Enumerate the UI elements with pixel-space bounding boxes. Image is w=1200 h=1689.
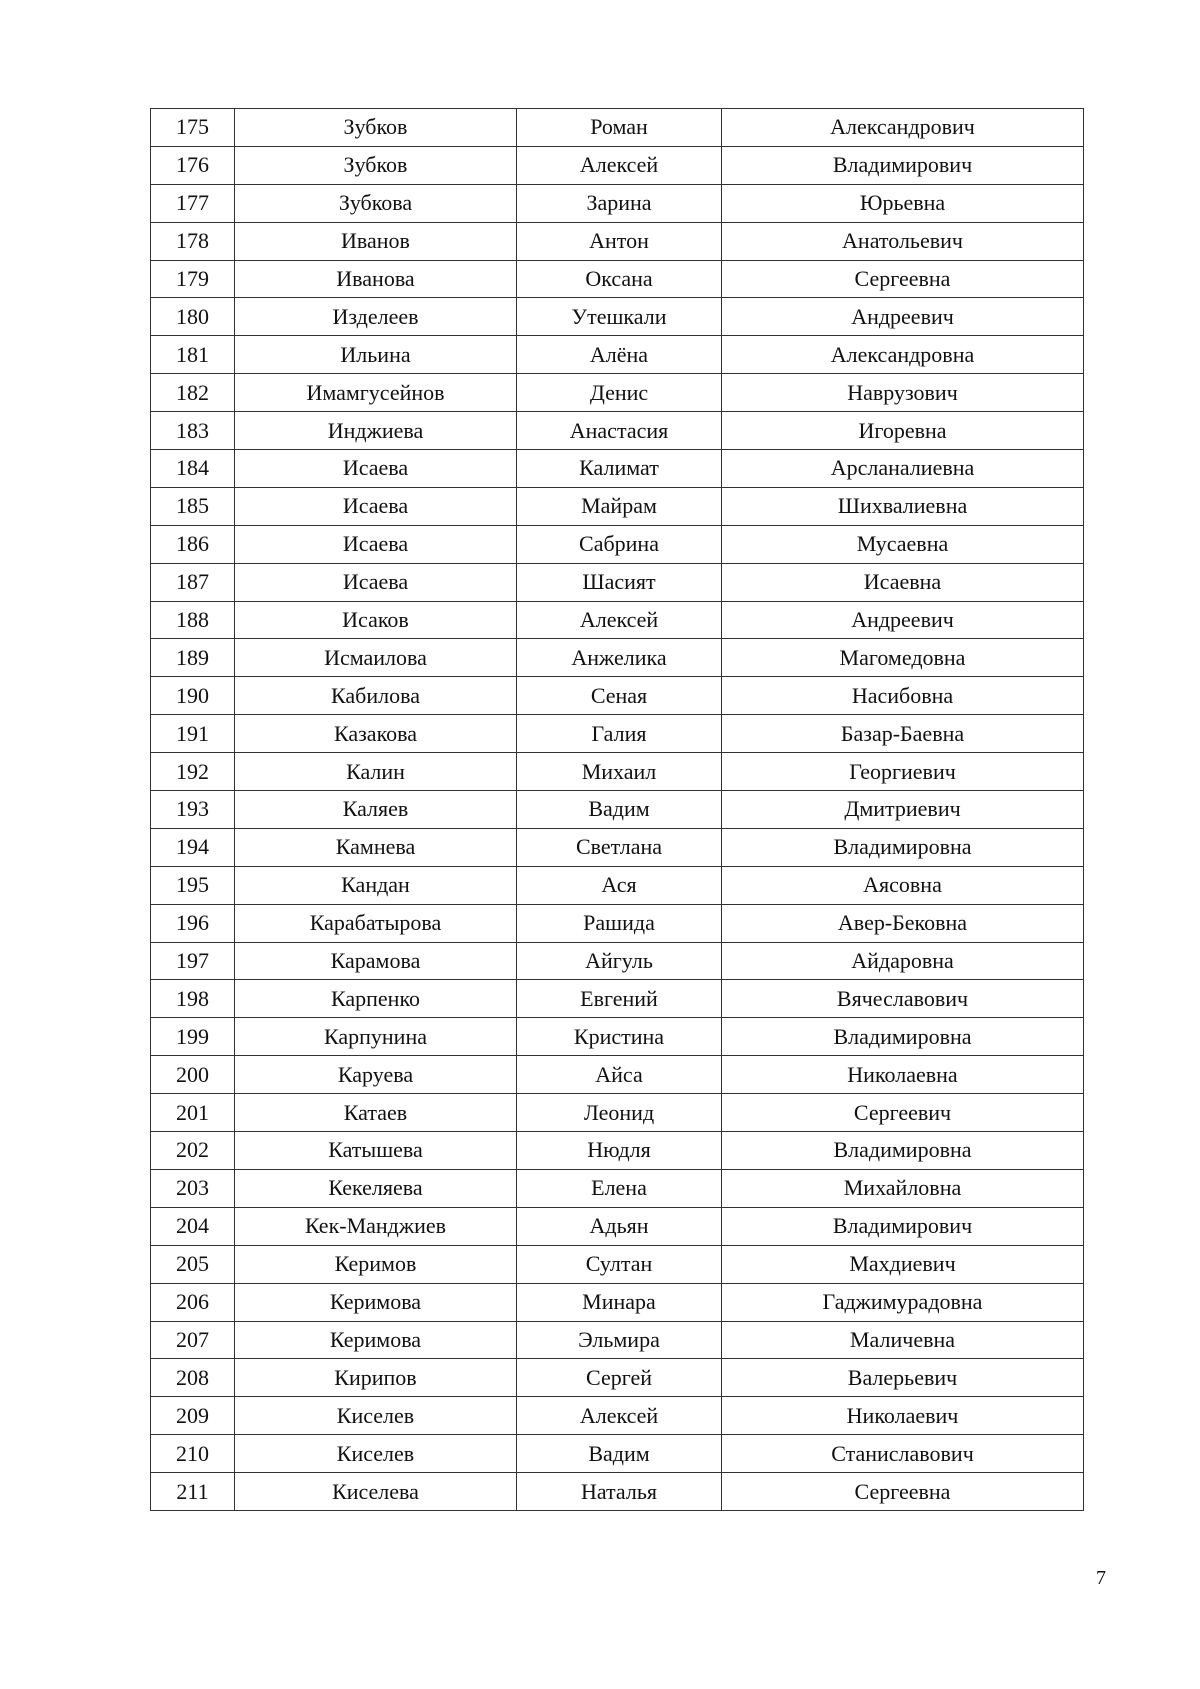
row-number-cell: 207 xyxy=(151,1321,235,1359)
last-name-cell: Исаева xyxy=(235,525,517,563)
patronymic-cell: Вячеславович xyxy=(722,980,1084,1018)
first-name-cell: Алёна xyxy=(517,336,722,374)
last-name-cell: Карабатырова xyxy=(235,904,517,942)
patronymic-cell: Валерьевич xyxy=(722,1359,1084,1397)
patronymic-cell: Магомедовна xyxy=(722,639,1084,677)
table-row xyxy=(151,336,1084,374)
patronymic-cell: Николаевна xyxy=(722,1056,1084,1094)
last-name-cell: Карамова xyxy=(235,942,517,980)
patronymic-cell: Авер-Бековна xyxy=(722,904,1084,942)
first-name-cell: Сабрина xyxy=(517,525,722,563)
table-row xyxy=(151,450,1084,488)
table-row xyxy=(151,563,1084,601)
last-name-cell: Исмаилова xyxy=(235,639,517,677)
row-number-cell: 189 xyxy=(151,639,235,677)
patronymic-cell: Аясовна xyxy=(722,866,1084,904)
last-name-cell: Киселев xyxy=(235,1397,517,1435)
row-number-cell: 191 xyxy=(151,715,235,753)
last-name-cell: Киселева xyxy=(235,1473,517,1511)
last-name-cell: Ильина xyxy=(235,336,517,374)
row-number-cell: 205 xyxy=(151,1245,235,1283)
row-number-cell: 184 xyxy=(151,450,235,488)
row-number-cell: 183 xyxy=(151,412,235,450)
first-name-cell: Анжелика xyxy=(517,639,722,677)
table-row xyxy=(151,146,1084,184)
first-name-cell: Галия xyxy=(517,715,722,753)
first-name-cell: Айса xyxy=(517,1056,722,1094)
patronymic-cell: Маличевна xyxy=(722,1321,1084,1359)
table-row xyxy=(151,791,1084,829)
last-name-cell: Кандан xyxy=(235,866,517,904)
last-name-cell: Исаева xyxy=(235,563,517,601)
row-number-cell: 203 xyxy=(151,1169,235,1207)
row-number-cell: 202 xyxy=(151,1132,235,1170)
patronymic-cell: Шихвалиевна xyxy=(722,487,1084,525)
row-number-cell: 176 xyxy=(151,146,235,184)
table-row xyxy=(151,525,1084,563)
first-name-cell: Шасият xyxy=(517,563,722,601)
row-number-cell: 178 xyxy=(151,222,235,260)
row-number-cell: 186 xyxy=(151,525,235,563)
last-name-cell: Кабилова xyxy=(235,677,517,715)
patronymic-cell: Владимирович xyxy=(722,146,1084,184)
first-name-cell: Елена xyxy=(517,1169,722,1207)
first-name-cell: Михаил xyxy=(517,753,722,791)
table-row xyxy=(151,828,1084,866)
row-number-cell: 204 xyxy=(151,1207,235,1245)
first-name-cell: Ася xyxy=(517,866,722,904)
table-row xyxy=(151,866,1084,904)
table-row xyxy=(151,942,1084,980)
first-name-cell: Евгений xyxy=(517,980,722,1018)
first-name-cell: Минара xyxy=(517,1283,722,1321)
table-row xyxy=(151,1094,1084,1132)
patronymic-cell: Станиславович xyxy=(722,1435,1084,1473)
last-name-cell: Карпенко xyxy=(235,980,517,1018)
patronymic-cell: Анатольевич xyxy=(722,222,1084,260)
table-row xyxy=(151,1056,1084,1094)
patronymic-cell: Михайловна xyxy=(722,1169,1084,1207)
table-row xyxy=(151,412,1084,450)
table-row xyxy=(151,1132,1084,1170)
first-name-cell: Роман xyxy=(517,109,722,147)
patronymic-cell: Владимирович xyxy=(722,1207,1084,1245)
patronymic-cell: Махдиевич xyxy=(722,1245,1084,1283)
row-number-cell: 194 xyxy=(151,828,235,866)
first-name-cell: Антон xyxy=(517,222,722,260)
first-name-cell: Анастасия xyxy=(517,412,722,450)
row-number-cell: 201 xyxy=(151,1094,235,1132)
table-row xyxy=(151,980,1084,1018)
table-row xyxy=(151,184,1084,222)
table-row xyxy=(151,1245,1084,1283)
first-name-cell: Алексей xyxy=(517,146,722,184)
last-name-cell: Инджиева xyxy=(235,412,517,450)
row-number-cell: 206 xyxy=(151,1283,235,1321)
page-number: 7 xyxy=(1096,1567,1106,1589)
names-table-body xyxy=(151,109,1084,1511)
last-name-cell: Иванова xyxy=(235,260,517,298)
first-name-cell: Калимат xyxy=(517,450,722,488)
row-number-cell: 187 xyxy=(151,563,235,601)
last-name-cell: Кек-Манджиев xyxy=(235,1207,517,1245)
patronymic-cell: Юрьевна xyxy=(722,184,1084,222)
first-name-cell: Айгуль xyxy=(517,942,722,980)
row-number-cell: 210 xyxy=(151,1435,235,1473)
last-name-cell: Камнева xyxy=(235,828,517,866)
last-name-cell: Изделеев xyxy=(235,298,517,336)
row-number-cell: 197 xyxy=(151,942,235,980)
last-name-cell: Керимова xyxy=(235,1321,517,1359)
row-number-cell: 177 xyxy=(151,184,235,222)
last-name-cell: Исаева xyxy=(235,450,517,488)
patronymic-cell: Мусаевна xyxy=(722,525,1084,563)
row-number-cell: 208 xyxy=(151,1359,235,1397)
table-row xyxy=(151,715,1084,753)
row-number-cell: 199 xyxy=(151,1018,235,1056)
first-name-cell: Светлана xyxy=(517,828,722,866)
table-row xyxy=(151,639,1084,677)
first-name-cell: Сергей xyxy=(517,1359,722,1397)
first-name-cell: Кристина xyxy=(517,1018,722,1056)
first-name-cell: Наталья xyxy=(517,1473,722,1511)
patronymic-cell: Базар-Баевна xyxy=(722,715,1084,753)
table-row xyxy=(151,1207,1084,1245)
table-row xyxy=(151,487,1084,525)
last-name-cell: Зубков xyxy=(235,146,517,184)
last-name-cell: Катышева xyxy=(235,1132,517,1170)
patronymic-cell: Сергеевна xyxy=(722,1473,1084,1511)
patronymic-cell: Георгиевич xyxy=(722,753,1084,791)
row-number-cell: 185 xyxy=(151,487,235,525)
table-row xyxy=(151,374,1084,412)
patronymic-cell: Дмитриевич xyxy=(722,791,1084,829)
table-row xyxy=(151,753,1084,791)
row-number-cell: 198 xyxy=(151,980,235,1018)
patronymic-cell: Владимировна xyxy=(722,1132,1084,1170)
row-number-cell: 193 xyxy=(151,791,235,829)
row-number-cell: 200 xyxy=(151,1056,235,1094)
table-row xyxy=(151,904,1084,942)
row-number-cell: 179 xyxy=(151,260,235,298)
first-name-cell: Рашида xyxy=(517,904,722,942)
patronymic-cell: Наврузович xyxy=(722,374,1084,412)
patronymic-cell: Николаевич xyxy=(722,1397,1084,1435)
patronymic-cell: Андреевич xyxy=(722,298,1084,336)
first-name-cell: Алексей xyxy=(517,1397,722,1435)
last-name-cell: Исаков xyxy=(235,601,517,639)
table-row xyxy=(151,1359,1084,1397)
first-name-cell: Сеная xyxy=(517,677,722,715)
table-row xyxy=(151,1397,1084,1435)
first-name-cell: Вадим xyxy=(517,1435,722,1473)
table-row xyxy=(151,298,1084,336)
row-number-cell: 181 xyxy=(151,336,235,374)
row-number-cell: 190 xyxy=(151,677,235,715)
row-number-cell: 192 xyxy=(151,753,235,791)
first-name-cell: Султан xyxy=(517,1245,722,1283)
first-name-cell: Оксана xyxy=(517,260,722,298)
patronymic-cell: Сергеевна xyxy=(722,260,1084,298)
patronymic-cell: Александровна xyxy=(722,336,1084,374)
table-row xyxy=(151,1473,1084,1511)
table-row xyxy=(151,260,1084,298)
row-number-cell: 182 xyxy=(151,374,235,412)
first-name-cell: Утешкали xyxy=(517,298,722,336)
last-name-cell: Иванов xyxy=(235,222,517,260)
table-row xyxy=(151,1283,1084,1321)
last-name-cell: Кирипов xyxy=(235,1359,517,1397)
first-name-cell: Вадим xyxy=(517,791,722,829)
last-name-cell: Карпунина xyxy=(235,1018,517,1056)
patronymic-cell: Арсланалиевна xyxy=(722,450,1084,488)
row-number-cell: 180 xyxy=(151,298,235,336)
row-number-cell: 211 xyxy=(151,1473,235,1511)
row-number-cell: 188 xyxy=(151,601,235,639)
last-name-cell: Зубков xyxy=(235,109,517,147)
row-number-cell: 196 xyxy=(151,904,235,942)
last-name-cell: Киселев xyxy=(235,1435,517,1473)
row-number-cell: 175 xyxy=(151,109,235,147)
table-row xyxy=(151,1018,1084,1056)
first-name-cell: Алексей xyxy=(517,601,722,639)
last-name-cell: Кекеляева xyxy=(235,1169,517,1207)
patronymic-cell: Исаевна xyxy=(722,563,1084,601)
last-name-cell: Имамгусейнов xyxy=(235,374,517,412)
first-name-cell: Леонид xyxy=(517,1094,722,1132)
last-name-cell: Казакова xyxy=(235,715,517,753)
row-number-cell: 209 xyxy=(151,1397,235,1435)
patronymic-cell: Владимировна xyxy=(722,828,1084,866)
last-name-cell: Каляев xyxy=(235,791,517,829)
patronymic-cell: Айдаровна xyxy=(722,942,1084,980)
last-name-cell: Каруева xyxy=(235,1056,517,1094)
first-name-cell: Денис xyxy=(517,374,722,412)
last-name-cell: Калин xyxy=(235,753,517,791)
last-name-cell: Исаева xyxy=(235,487,517,525)
table-row xyxy=(151,601,1084,639)
patronymic-cell: Владимировна xyxy=(722,1018,1084,1056)
patronymic-cell: Сергеевич xyxy=(722,1094,1084,1132)
table-row xyxy=(151,677,1084,715)
last-name-cell: Керимов xyxy=(235,1245,517,1283)
last-name-cell: Керимова xyxy=(235,1283,517,1321)
first-name-cell: Нюдля xyxy=(517,1132,722,1170)
patronymic-cell: Александрович xyxy=(722,109,1084,147)
patronymic-cell: Насибовна xyxy=(722,677,1084,715)
first-name-cell: Зарина xyxy=(517,184,722,222)
table-row xyxy=(151,1321,1084,1359)
table-row xyxy=(151,222,1084,260)
table-row xyxy=(151,109,1084,147)
first-name-cell: Эльмира xyxy=(517,1321,722,1359)
first-name-cell: Адьян xyxy=(517,1207,722,1245)
table-row xyxy=(151,1169,1084,1207)
last-name-cell: Катаев xyxy=(235,1094,517,1132)
patronymic-cell: Гаджимурадовна xyxy=(722,1283,1084,1321)
names-table xyxy=(150,108,1084,1511)
last-name-cell: Зубкова xyxy=(235,184,517,222)
table-row xyxy=(151,1435,1084,1473)
row-number-cell: 195 xyxy=(151,866,235,904)
first-name-cell: Майрам xyxy=(517,487,722,525)
patronymic-cell: Игоревна xyxy=(722,412,1084,450)
patronymic-cell: Андреевич xyxy=(722,601,1084,639)
